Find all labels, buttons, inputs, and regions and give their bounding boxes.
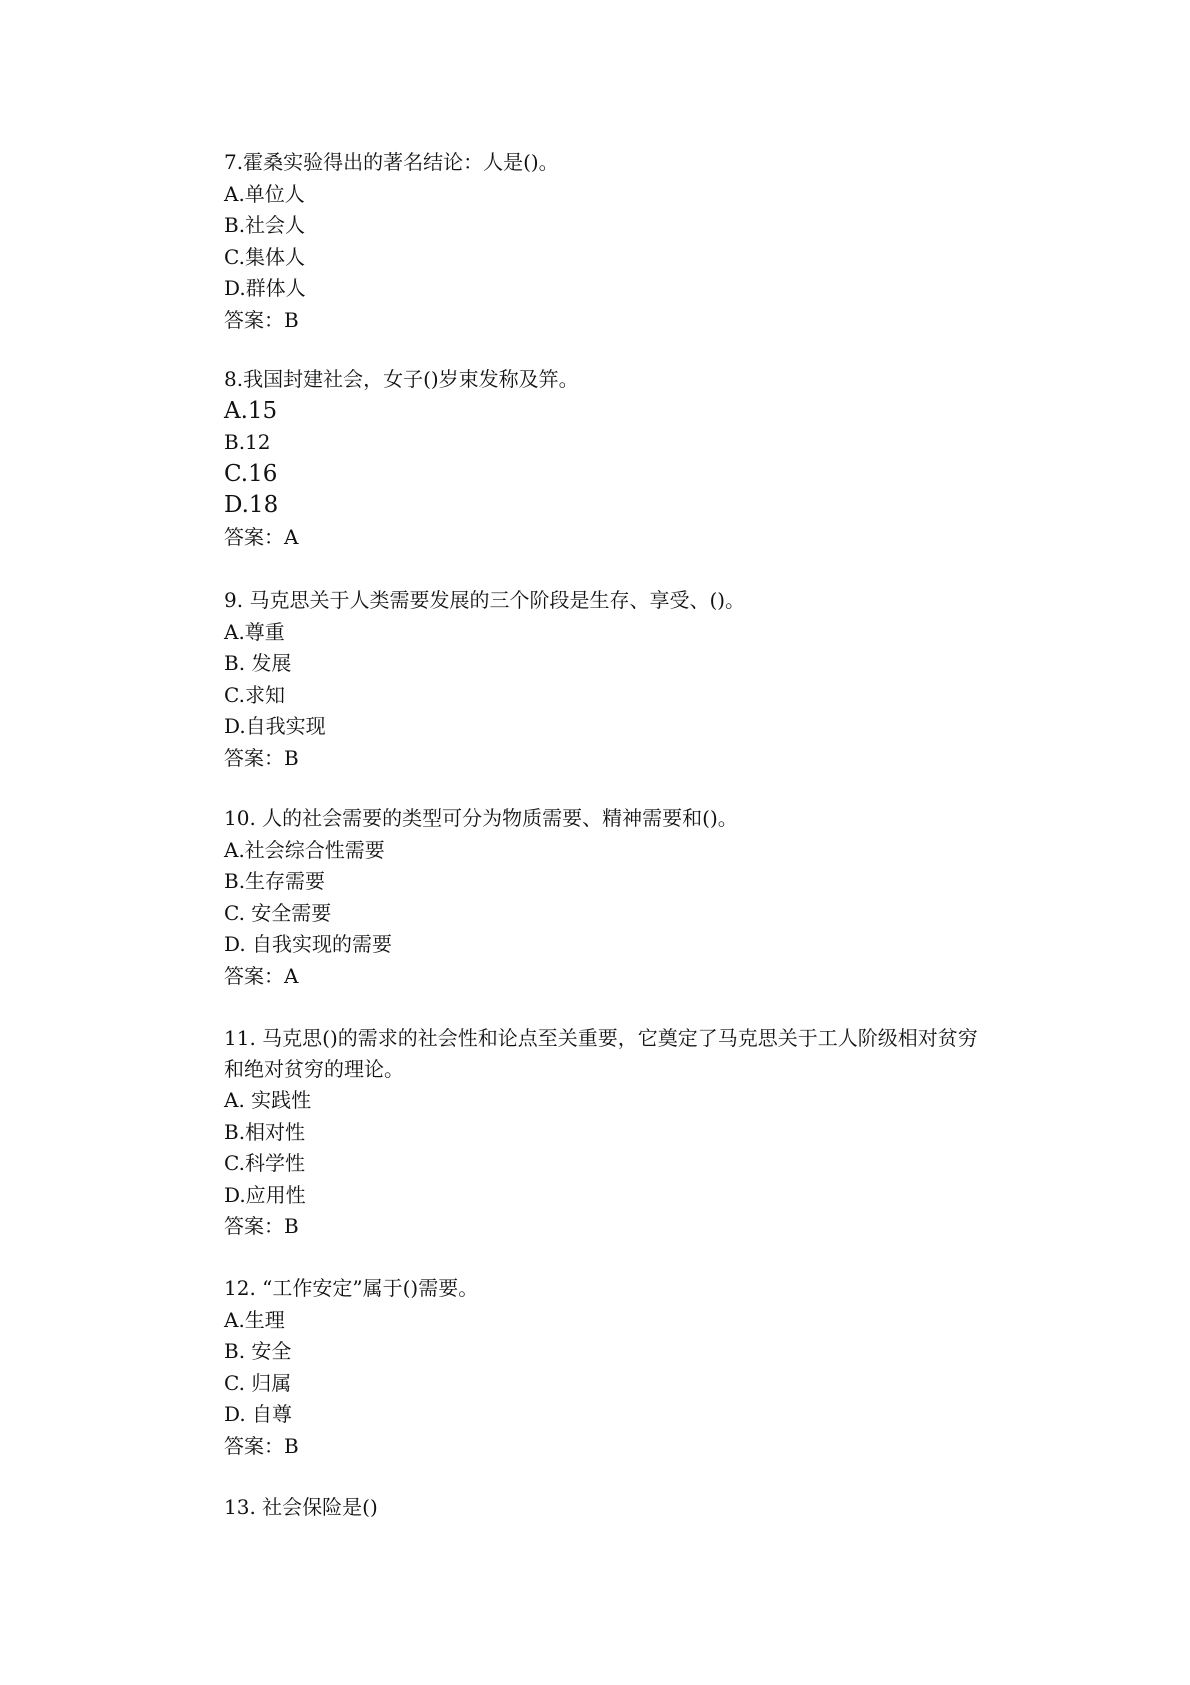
question-12 [224,1273,984,1462]
option-d: D. 自我实现的需要 [224,932,393,956]
option-c: C.科学性 [224,1151,305,1175]
option-d: D.群体人 [224,276,306,300]
option-b: B.12 [224,430,271,454]
question-stem: 10. 人的社会需要的类型可分为物质需要、精神需要和()。 [224,806,738,830]
option-a: A. 实践性 [224,1088,312,1112]
answer: 答案：B [224,307,299,332]
question-stem: 8.我国封建社会，女子()岁束发称及笄。 [224,367,579,391]
option-a: A.15 [224,397,278,424]
option-d: D.自我实现 [224,714,326,738]
option-c: C.16 [224,460,278,487]
question-stem: 9. 马克思关于人类需要发展的三个阶段是生存、享受、()。 [224,588,746,612]
option-a: A.单位人 [224,181,305,206]
question-stem: 7.霍桑实验得出的著名结论：人是()。 [224,150,559,174]
question-stem: 11. 马克思()的需求的社会性和论点至关重要，它奠定了马克思关于工人阶级相对贫穷和绝对贫穷的理论。 [224,1026,978,1081]
answer: 答案：B [224,1433,299,1458]
question-10 [224,803,984,992]
option-b: B.生存需要 [224,869,326,893]
question-stem: 13. 社会保险是() [224,1495,378,1519]
question-11 [224,1023,984,1243]
question-stem: 12. “工作安定”属于()需要。 [224,1276,479,1300]
question-9 [224,585,984,774]
option-a: A.社会综合性需要 [224,837,385,862]
answer: 答案：A [224,963,299,988]
question-7 [224,147,984,336]
option-b: B. 发展 [224,651,292,675]
option-d: D.18 [224,492,279,518]
option-c: C. 归属 [224,1370,292,1395]
answer: 答案：B [224,1214,299,1238]
option-c: C.集体人 [224,244,305,269]
option-c: C.求知 [224,682,285,707]
option-d: D.应用性 [224,1182,306,1207]
option-b: B.相对性 [224,1119,306,1144]
option-b: B. 安全 [224,1339,292,1363]
answer: 答案：A [224,524,299,549]
option-a: A.生理 [224,1307,285,1332]
answer: 答案：B [224,745,299,770]
option-d: D. 自尊 [224,1402,293,1426]
question-13 [224,1492,984,1524]
option-a: A.尊重 [224,619,285,644]
question-8 [224,364,984,553]
option-b: B.社会人 [224,213,306,237]
option-c: C. 安全需要 [224,900,332,925]
